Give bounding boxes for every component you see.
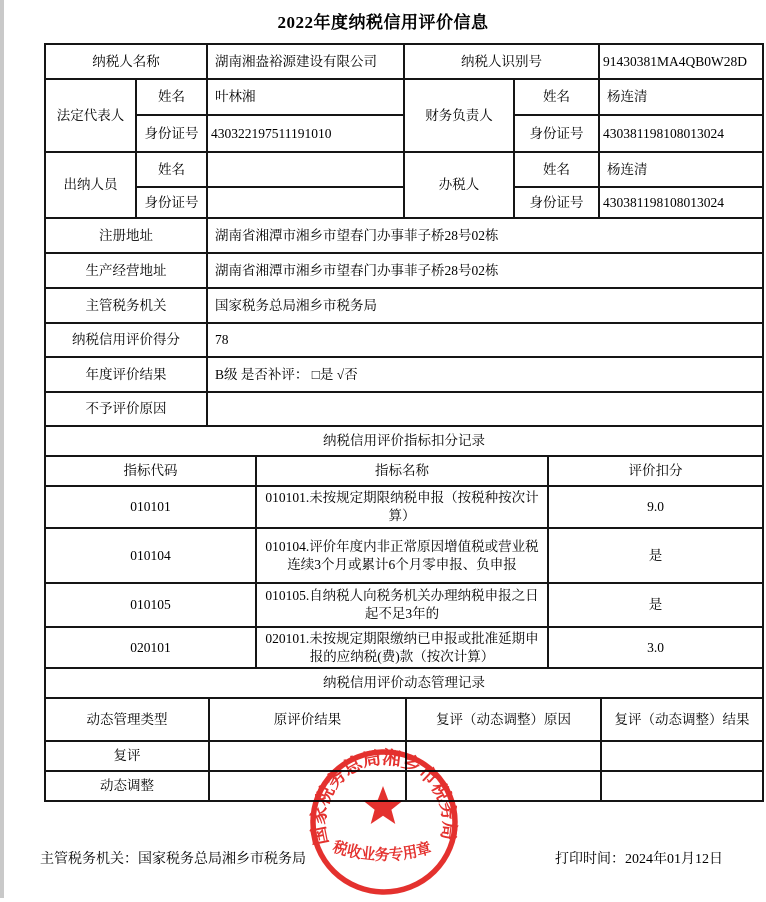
official-stamp	[307, 746, 461, 900]
table-row	[45, 583, 763, 627]
indicator-name: 010104.评价年度内非正常原因增值税或营业税连续3个月或累计6个月零申报、负申报	[256, 528, 548, 583]
indicator-name: 020101.未按规定期限缴纳已申报或批准延期申报的应纳税(费)款（按次计算）	[256, 627, 548, 668]
column-header-name: 指标名称	[256, 456, 548, 486]
taxpayer-id-label: 纳税人识别号	[404, 44, 599, 79]
deduction-section-title: 纳税信用评价指标扣分记录	[45, 426, 763, 456]
table-row	[45, 486, 763, 528]
table-row	[45, 392, 763, 426]
tax-agent-label: 办税人	[404, 152, 514, 218]
stamp-ring-text: 国家税务总局湘乡市税务局	[309, 748, 459, 847]
name-label: 姓名	[514, 152, 599, 187]
table-header-row	[45, 456, 763, 486]
footer-print-time: 打印时间：2024年01月12日	[555, 852, 723, 868]
section-header-row	[45, 426, 763, 456]
dynamic-section-title: 纳税信用评价动态管理记录	[45, 668, 763, 698]
table-row	[45, 44, 763, 79]
cashier-label: 出纳人员	[45, 152, 136, 218]
cashier-id-value	[207, 187, 404, 218]
table-row	[45, 152, 763, 187]
registered-address-label: 注册地址	[45, 218, 207, 253]
indicator-code: 010104	[45, 528, 256, 583]
indicator-score: 3.0	[548, 627, 763, 668]
column-header-reason: 复评（动态调整）原因	[406, 698, 601, 741]
footer-tax-authority: 主管税务机关：国家税务总局湘乡市税务局	[40, 852, 306, 868]
no-eval-reason-label: 不予评价原因	[45, 392, 207, 426]
table-row	[45, 528, 763, 583]
tax-agent-id-value: 430381198108013024	[599, 187, 763, 218]
dynamic-result	[601, 741, 763, 771]
tax-agent-name-value: 杨连清	[599, 152, 763, 187]
credit-score-value: 78	[207, 323, 763, 357]
dynamic-type: 复评	[45, 741, 209, 771]
annual-result-value: B级 是否补评： □是 √否	[207, 357, 763, 392]
column-header-code: 指标代码	[45, 456, 256, 486]
table-row	[45, 79, 763, 115]
name-label: 姓名	[136, 152, 207, 187]
column-header-score: 评价扣分	[548, 456, 763, 486]
indicator-code: 010101	[45, 486, 256, 528]
indicator-code: 010105	[45, 583, 256, 627]
table-row	[45, 218, 763, 253]
table-row	[45, 253, 763, 288]
legal-rep-id-value: 430322197511191010	[207, 115, 404, 152]
column-header-orig: 原评价结果	[209, 698, 406, 741]
section-header-row	[45, 668, 763, 698]
taxpayer-id-value: 91430381MA4QB0W28D	[599, 44, 763, 79]
page-edge-shadow	[0, 0, 4, 898]
indicator-code: 020101	[45, 627, 256, 668]
indicator-score: 9.0	[548, 486, 763, 528]
indicator-name: 010105.自纳税人向税务机关办理纳税申报之日起不足3年的	[256, 583, 548, 627]
indicator-name: 010101.未按规定期限纳税申报（按税种按次计算）	[256, 486, 548, 528]
tax-authority-value: 国家税务总局湘乡市税务局	[207, 288, 763, 323]
cashier-name-value	[207, 152, 404, 187]
id-number-label: 身份证号	[136, 115, 207, 152]
taxpayer-info-table	[44, 43, 764, 457]
page-title: 2022年度纳税信用评价信息	[277, 13, 489, 32]
no-eval-reason-value	[207, 392, 763, 426]
name-label: 姓名	[514, 79, 599, 115]
registered-address-value: 湖南省湘潭市湘乡市望春门办事菲子桥28号02栋	[207, 218, 763, 253]
dynamic-result	[601, 771, 763, 801]
credit-score-label: 纳税信用评价得分	[45, 323, 207, 357]
indicator-score: 是	[548, 528, 763, 583]
deduction-table	[44, 455, 764, 699]
finance-name-value: 杨连清	[599, 79, 763, 115]
dynamic-type: 动态调整	[45, 771, 209, 801]
table-row	[45, 627, 763, 668]
finance-id-value: 430381198108013024	[599, 115, 763, 152]
annual-result-label: 年度评价结果	[45, 357, 207, 392]
id-number-label: 身份证号	[136, 187, 207, 218]
stamp-bottom-text: 税收业务专用章	[330, 838, 435, 865]
column-header-type: 动态管理类型	[45, 698, 209, 741]
legal-rep-label: 法定代表人	[45, 79, 136, 152]
column-header-result: 复评（动态调整）结果	[601, 698, 763, 741]
table-header-row	[45, 698, 763, 741]
legal-rep-name-value: 叶林湘	[207, 79, 404, 115]
table-row	[45, 288, 763, 323]
taxpayer-name-value: 湖南湘盎裕源建设有限公司	[207, 44, 404, 79]
id-number-label: 身份证号	[514, 115, 599, 152]
table-row	[45, 357, 763, 392]
taxpayer-name-label: 纳税人名称	[45, 44, 207, 79]
tax-authority-label: 主管税务机关	[45, 288, 207, 323]
indicator-score: 是	[548, 583, 763, 627]
business-address-value: 湖南省湘潭市湘乡市望春门办事菲子桥28号02栋	[207, 253, 763, 288]
name-label: 姓名	[136, 79, 207, 115]
business-address-label: 生产经营地址	[45, 253, 207, 288]
star-icon	[363, 786, 403, 824]
table-row	[45, 323, 763, 357]
finance-officer-label: 财务负责人	[404, 79, 514, 152]
id-number-label: 身份证号	[514, 187, 599, 218]
